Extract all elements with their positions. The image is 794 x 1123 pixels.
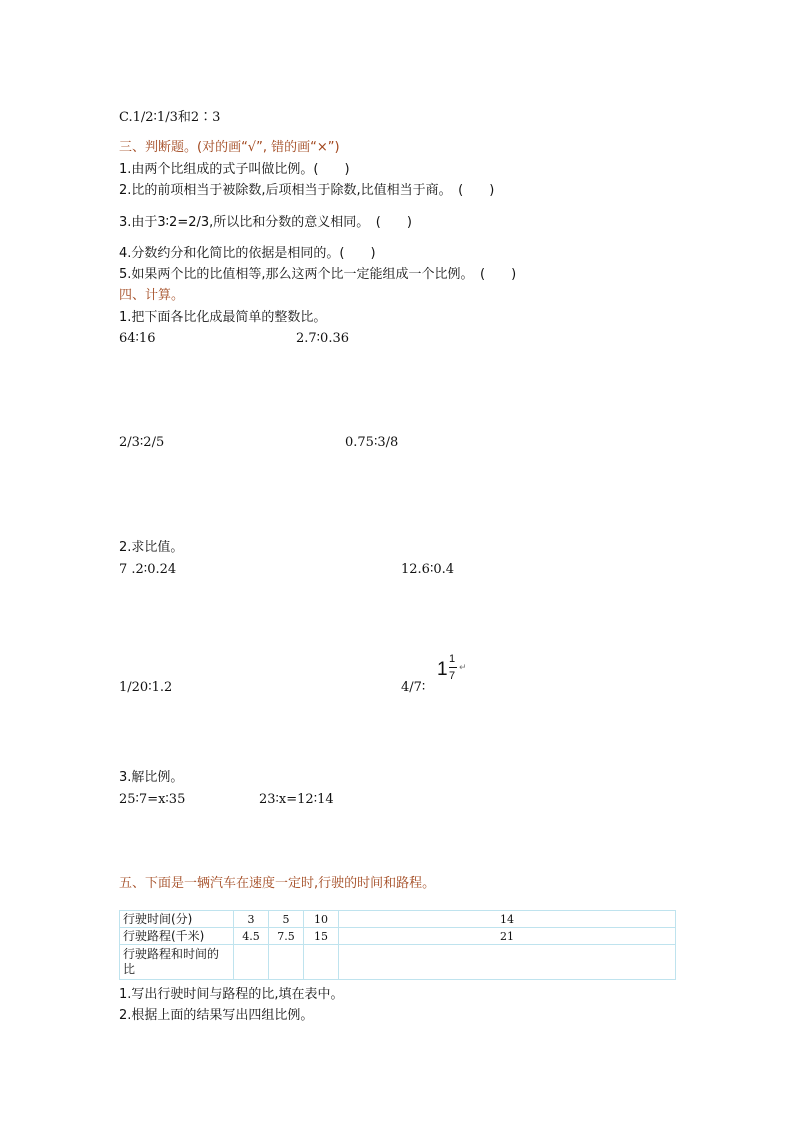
row-label-distance: 行驶路程(千米) <box>120 928 234 945</box>
paragraph-return-icon: ↵ <box>459 663 467 673</box>
calc-q1-item-c: 2/3∶2/5 <box>119 435 165 450</box>
table-cell: 5 <box>269 911 304 928</box>
answer-cell[interactable] <box>339 945 676 980</box>
calc-q1-prompt: 1.把下面各比化成最简单的整数比。 <box>119 310 327 325</box>
mixed-fraction-whole: 1 <box>437 659 448 680</box>
calc-q3-prompt: 3.解比例。 <box>119 770 184 785</box>
table-cell: 3 <box>234 911 269 928</box>
table-row <box>120 945 676 980</box>
table-cell: 21 <box>339 928 676 945</box>
judge-item-2: 2.比的前项相当于被除数,后项相当于除数,比值相当于商。 ( ) <box>119 183 495 198</box>
judge-item-3: 3.由于3∶2=2/3,所以比和分数的意义相同。 ( ) <box>119 215 412 230</box>
section4-heading: 四、计算。 <box>119 288 185 303</box>
mixed-fraction <box>437 653 477 693</box>
calc-q2-prompt: 2.求比值。 <box>119 540 184 555</box>
table-row <box>120 928 676 945</box>
table-row <box>120 911 676 928</box>
section5-question-1: 1.写出行驶时间与路程的比,填在表中。 <box>119 987 344 1002</box>
table-cell: 14 <box>339 911 676 928</box>
answer-cell[interactable] <box>234 945 269 980</box>
time-distance-table <box>119 910 676 980</box>
section5-question-2: 2.根据上面的结果写出四组比例。 <box>119 1008 314 1023</box>
calc-q2-item-c: 1/20∶1.2 <box>119 680 173 695</box>
calc-q3-item-a: 25∶7=x∶35 <box>119 792 186 807</box>
calc-q1-item-a: 64∶16 <box>119 331 156 346</box>
row-label-ratio: 行驶路程和时间的比 <box>120 945 234 980</box>
answer-cell[interactable] <box>304 945 339 980</box>
calc-q1-item-b: 2.7∶0.36 <box>296 331 350 346</box>
table-cell: 7.5 <box>269 928 304 945</box>
calc-q3-item-b: 23∶x=12∶14 <box>259 792 334 807</box>
calc-q2-item-d: 4/7∶ <box>401 680 426 695</box>
mixed-fraction-numerator: 1 <box>449 653 456 665</box>
table-cell: 15 <box>304 928 339 945</box>
row-label-time: 行驶时间(分) <box>120 911 234 928</box>
answer-cell[interactable] <box>269 945 304 980</box>
judge-item-4: 4.分数约分和化简比的依据是相同的。( ) <box>119 246 376 261</box>
mixed-fraction-denominator: 7 <box>449 670 456 682</box>
fraction-bar <box>449 667 457 668</box>
table-cell: 4.5 <box>234 928 269 945</box>
section5-heading: 五、下面是一辆汽车在速度一定时,行驶的时间和路程。 <box>119 876 436 891</box>
calc-q1-item-d: 0.75∶3/8 <box>345 435 399 450</box>
calc-q2-item-b: 12.6∶0.4 <box>401 562 455 577</box>
judge-item-5: 5.如果两个比的比值相等,那么这两个比一定能组成一个比例。 ( ) <box>119 267 517 282</box>
option-c: C.1/2∶1/3和2∶3 <box>119 110 221 125</box>
calc-q2-item-a: 7 .2∶0.24 <box>119 562 177 577</box>
table-cell: 10 <box>304 911 339 928</box>
judge-item-1: 1.由两个比组成的式子叫做比例。( ) <box>119 162 350 177</box>
section3-heading: 三、判断题。(对的画“√”, 错的画“×”) <box>119 140 340 155</box>
